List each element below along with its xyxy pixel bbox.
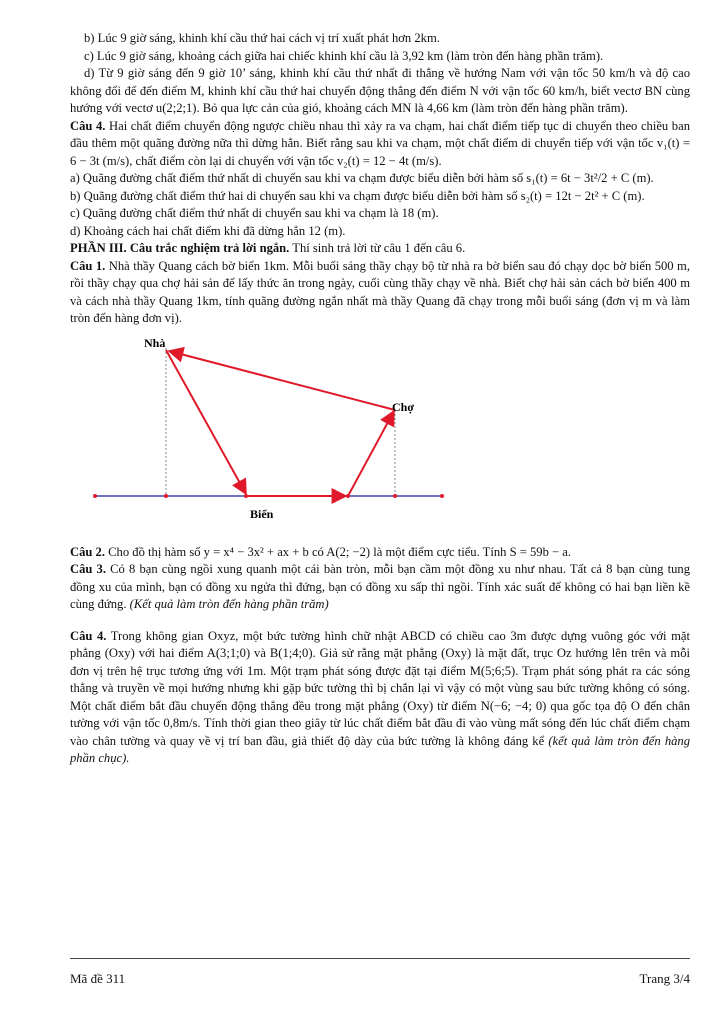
short-question-3-text: Có 8 bạn cùng ngồi xung quanh một cái bàn tròn, mỗi bạn cầm một đồng xu như nhau. Tất cả 8 bạn cùng tung đồng xu của mình, bạn có đồng xu ngửa thì đứng, bạn có đồng xu sấp thì ngồi. Tính xác suất để không có hai bạn liền kề cùng đứng. <box>70 562 690 611</box>
short-question-4 <box>70 628 690 768</box>
short-question-4-note: (kết quả làm tròn đến hàng phần chục). <box>70 733 691 765</box>
path-market-to-home <box>169 351 395 410</box>
short-question-3 <box>70 561 690 614</box>
short-question-1 <box>70 258 690 328</box>
part-3-label: PHẦN III. Câu trắc nghiệm trả lời ngắn. <box>70 241 290 255</box>
statement-d: d) Từ 9 giờ sáng đến 9 giờ 10’ sáng, khinh khí cầu thứ nhất đi thẳng về hướng Nam với vận tốc 50 km/h và độ cao không đổi để đến điểm M, khinh khí cầu thứ hai chuyển động thẳng đến điểm N với vận tốc 60 km/h, biết vectơ BN cùng hướng với vectơ u(2;2;1). Bỏ qua lực cản của gió, khoảng cách MN là 4,66 km (làm tròn đến hàng phần trăm). <box>70 66 690 115</box>
point-home-foot <box>164 494 168 498</box>
label-sea: Biển <box>250 506 274 521</box>
route-diagram <box>70 334 690 544</box>
short-question-2 <box>70 544 690 562</box>
short-question-2-text: Cho đồ thị hàm số y = x⁴ − 3x² + ax + b có A(2; −2) là một điểm cực tiểu. Tính S = 59b − a. <box>108 544 572 559</box>
question-4-text: Hai chất điểm chuyển động ngược chiều nhau thì xảy ra va chạm, hai chất điểm tiếp tục di chuyển theo chiều ban đầu thêm một quãng đường nữa thì dừng hẳn. Biết rằng sau khi va chạm, một chất điểm di chuyển tiếp với vận tốc v₁(t) = 6 − 3t (m/s), chất điểm còn lại di chuyển với vận tốc v₂(t) = 12 − 4t (m/s). <box>70 118 690 168</box>
path-sea-to-market <box>348 411 394 496</box>
part-3-text: Thí sinh trả lời từ câu 1 đến câu 6. <box>292 241 466 255</box>
running-route-figure <box>70 334 690 544</box>
path-home-to-sea <box>166 350 246 494</box>
question-4 <box>70 118 690 171</box>
label-home: Nhà <box>144 335 166 350</box>
short-question-2-label: Câu 2. <box>70 544 105 559</box>
short-question-3-note: (Kết quả làm tròn đến hàng phần trăm) <box>129 597 329 611</box>
coast-left-end <box>93 494 97 498</box>
page-number: Trang 3/4 <box>639 971 690 986</box>
point-sea-start <box>244 494 248 498</box>
statement-c: c) Lúc 9 giờ sáng, khoảng cách giữa hai chiếc khinh khí cầu là 3,92 km (làm tròn đến hàng phần trăm). <box>84 48 604 63</box>
coast-right-end <box>440 494 444 498</box>
part-3-heading <box>70 240 690 258</box>
short-question-3-label: Câu 3. <box>70 562 106 576</box>
short-question-4-label: Câu 4. <box>70 628 107 643</box>
question-4-d: d) Khoảng cách hai chất điểm khi đã dừng hẳn 12 (m). <box>70 223 346 238</box>
point-sea-end <box>346 494 350 498</box>
statement-b: b) Lúc 9 giờ sáng, khinh khí cầu thứ hai cách vị trí xuất phát hơn 2km. <box>84 31 440 45</box>
label-market: Chợ <box>392 399 414 414</box>
question-4-c: c) Quãng đường chất điểm thứ nhất di chuyển sau khi va chạm là 18 (m). <box>70 206 439 220</box>
question-4-b: b) Quãng đường chất điểm thứ hai di chuyển sau khi va chạm được biểu diễn bởi hàm số s₂(t) = 12t − 2t² + C (m). <box>70 188 645 203</box>
question-4-label: Câu 4. <box>70 118 106 133</box>
page-content <box>70 30 690 768</box>
question-4-a: a) Quãng đường chất điểm thứ nhất di chuyển sau khi va chạm được biểu diễn bởi hàm số s₁(t) = 6t − 3t²/2 + C (m). <box>70 171 654 185</box>
short-question-1-text: Nhà thầy Quang cách bờ biển 1km. Mỗi buổi sáng thầy chạy bộ từ nhà ra bờ biển sau đó chạy dọc bờ biển 500 m, rồi thầy chạy qua chợ hải sản để lấy thức ăn trong ngày, cuối cùng thầy chạy về nhà. Biết chợ hải sản cách bờ biển 400 m và cách nhà thầy Quang 1km, tính quãng đường ngắn nhất mà thầy Quang đã chạy trong mỗi buổi sáng (đơn vị m và làm tròn đến hàng đơn vị). <box>70 258 691 325</box>
page-footer <box>70 958 690 986</box>
short-question-1-label: Câu 1. <box>70 258 106 273</box>
short-question-4-text: Trong không gian Oxyz, một bức tường hình chữ nhật ABCD có chiều cao 3m được dựng vuông góc với mặt phẳng (Oxy) với hai điểm A(3;1;0) và B(1;4;0). Giả sử rằng mặt phẳng (Oxy) là mặt đất, trục Oz hướng lên trên và mỗi đơn vị trên hệ trục tương ứng với 1m. Một trạm phát sóng được đặt tại điểm M(5;6;5). Trạm phát sóng phát ra các sóng thẳng và truyền về mọi hướng nhưng khi gặp bức tường thì bị chắn lại vì vậy có một vùng sau bức tường không có sóng. Một chất điểm bắt đầu chuyển động thẳng đều trong mặt phẳng (Oxy) từ điểm N(−6; −4; 0) qua gốc tọa độ O đến chân tường với vận tốc 0,8m/s. Tính thời gian theo giây từ lúc chất điểm bắt đầu đi vào vùng mất sóng đến lúc chất điểm chạm vào chân tường và quay về vị trí ban đầu, giả thiết độ dày của bức tường là không đáng kể <box>70 628 690 748</box>
point-market-foot <box>393 494 397 498</box>
exam-code: Mã đề 311 <box>70 971 126 986</box>
